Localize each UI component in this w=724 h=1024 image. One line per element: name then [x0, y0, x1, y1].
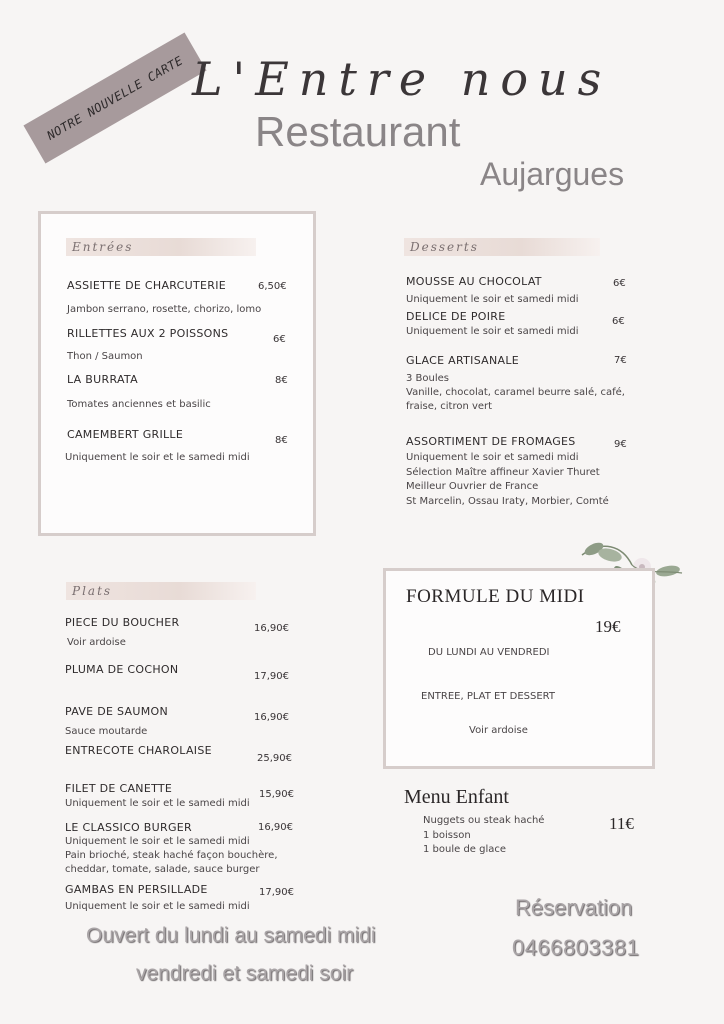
city-name: Aujargues — [480, 156, 625, 192]
plat-item-name: ENTRECOTE CHAROLAISE — [65, 744, 212, 757]
dessert-item-price: 6€ — [612, 316, 625, 327]
entree-item-name: LA BURRATA — [67, 373, 138, 386]
plat-item-price: 15,90€ — [259, 789, 294, 800]
plat-item-name: PIECE DU BOUCHER — [65, 616, 180, 629]
dessert-item-desc: 3 Boules — [406, 373, 449, 384]
entree-item-price: 6€ — [273, 334, 286, 345]
restaurant-subtitle: Restaurant — [255, 108, 461, 155]
dessert-item-desc: fraise, citron vert — [406, 401, 493, 412]
plat-item-desc: Voir ardoise — [67, 637, 126, 648]
plat-item-price: 17,90€ — [259, 887, 294, 898]
plat-item-desc: Uniquement le soir et le samedi midi — [65, 836, 250, 847]
formule-price: 19€ — [595, 617, 621, 636]
reservation-label: Réservation — [515, 895, 633, 920]
kids-menu-line: 1 boule de glace — [423, 844, 507, 855]
plat-item-desc: Uniquement le soir et le samedi midi — [65, 798, 250, 809]
plat-item-name: FILET DE CANETTE — [65, 782, 173, 795]
dessert-item-name: GLACE ARTISANALE — [406, 354, 520, 367]
plat-item-name: PAVE DE SAUMON — [65, 705, 168, 718]
entrees-title: Entrées — [66, 238, 256, 256]
entree-item-price: 8€ — [275, 435, 288, 446]
plat-item-price: 17,90€ — [254, 671, 289, 682]
entree-item-desc: Tomates anciennes et basilic — [67, 399, 211, 410]
entree-item-desc: Jambon serrano, rosette, chorizo, lomo — [67, 304, 262, 315]
dessert-item-price: 9€ — [614, 439, 627, 450]
dessert-item-name: MOUSSE AU CHOCOLAT — [406, 275, 542, 288]
plat-item-desc: Sauce moutarde — [65, 726, 148, 737]
formule-days: DU LUNDI AU VENDREDI — [428, 647, 550, 658]
dessert-item-name: DELICE DE POIRE — [406, 310, 506, 323]
opening-hours-line2: vendredi et samedi soir — [136, 962, 354, 985]
opening-hours-line1: Ouvert du lundi au samedi midi — [86, 924, 376, 947]
dessert-item-desc: Meilleur Ouvrier de France — [406, 481, 539, 492]
reservation-phone: 0466803381 — [512, 935, 640, 960]
plat-item-price: 16,90€ — [254, 623, 289, 634]
kids-menu-price: 11€ — [609, 814, 634, 833]
dessert-item-desc: Uniquement le soir et samedi midi — [406, 294, 579, 305]
dessert-item-desc: St Marcelin, Ossau Iraty, Morbier, Comté — [406, 496, 609, 507]
dessert-item-price: 6€ — [613, 278, 626, 289]
dessert-item-desc: Uniquement le soir et samedi midi — [406, 326, 579, 337]
plat-item-price: 16,90€ — [254, 712, 289, 723]
plats-title: Plats — [66, 582, 256, 600]
formule-content: ENTREE, PLAT ET DESSERT — [421, 691, 555, 702]
entree-item-name: RILLETTES AUX 2 POISSONS — [67, 327, 229, 340]
new-menu-badge: NOTRE NOUVELLE CARTE — [23, 32, 206, 163]
plat-item-name: PLUMA DE COCHON — [65, 663, 179, 676]
kids-menu-title: Menu Enfant — [404, 786, 509, 808]
kids-menu-line: Nuggets ou steak haché — [423, 815, 545, 826]
restaurant-brand: L'Entre nous — [192, 52, 612, 106]
plat-item-price: 25,90€ — [257, 753, 292, 764]
dessert-item-desc: Sélection Maître affineur Xavier Thuret — [406, 467, 600, 478]
entree-item-price: 6,50€ — [258, 281, 287, 292]
plat-item-desc: Uniquement le soir et le samedi midi — [65, 901, 250, 912]
dessert-item-desc: Uniquement le soir et samedi midi — [406, 452, 579, 463]
entree-item-name: ASSIETTE DE CHARCUTERIE — [67, 279, 227, 292]
entree-item-price: 8€ — [275, 375, 288, 386]
plat-item-desc: Pain brioché, steak haché façon bouchère, — [65, 850, 278, 861]
dessert-item-price: 7€ — [614, 355, 627, 366]
entree-item-desc: Thon / Saumon — [67, 351, 143, 362]
plat-item-name: LE CLASSICO BURGER — [65, 821, 192, 834]
formule-title: FORMULE DU MIDI — [406, 586, 585, 607]
plat-item-price: 16,90€ — [258, 822, 293, 833]
plat-item-desc: cheddar, tomate, salade, sauce burger — [65, 864, 260, 875]
dessert-item-name: ASSORTIMENT DE FROMAGES — [406, 435, 576, 448]
plat-item-name: GAMBAS EN PERSILLADE — [65, 883, 208, 896]
desserts-title: Desserts — [404, 238, 600, 256]
entree-item-name: CAMEMBERT GRILLE — [67, 428, 184, 441]
kids-menu-line: 1 boisson — [423, 830, 471, 841]
dessert-item-desc: Vanille, chocolat, caramel beurre salé, café, — [406, 387, 625, 398]
formule-note: Voir ardoise — [469, 725, 528, 736]
entree-item-desc: Uniquement le soir et le samedi midi — [65, 452, 250, 463]
